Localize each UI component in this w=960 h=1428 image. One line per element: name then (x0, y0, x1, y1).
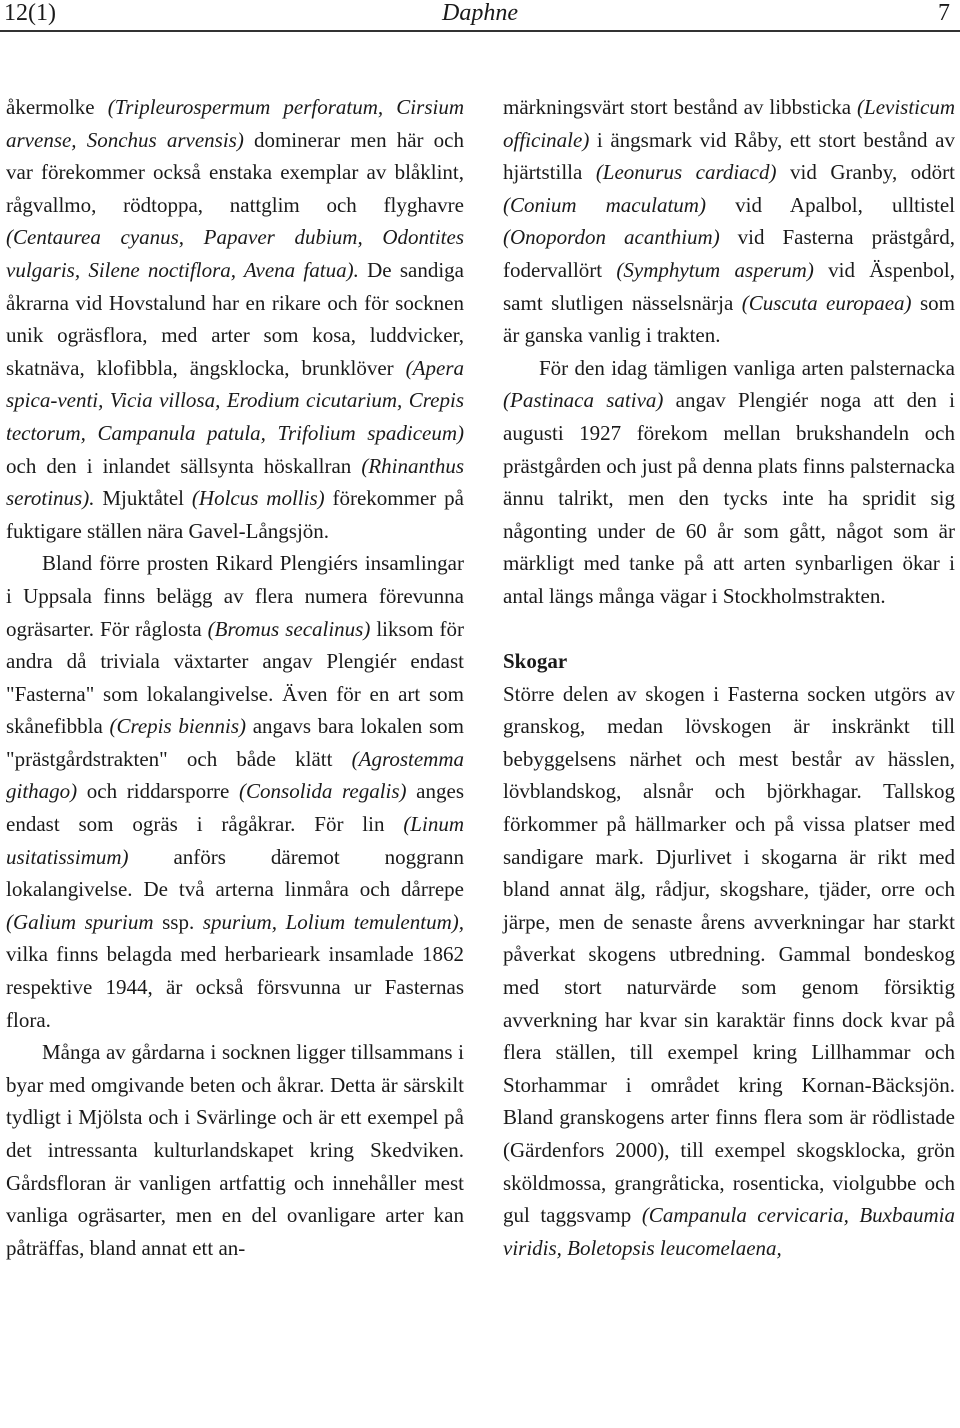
section-heading-skogar: Skogar (503, 649, 568, 674)
latin-name-text: (Centaurea cyanus, Papaver dubium, Odontites vulgaris, Silene noctiflora, Avena fatua). (6, 225, 464, 282)
body-text: i ängsmark vid Råby, ett stort bestånd av hjärtstilla (503, 127, 955, 185)
latin-name-text: (Holcus mollis) (191, 486, 325, 511)
body-text: dominerar men här och var förekommer också enstaka exemplar av blåklint, rågvallmo, rödtoppa, nattglim och flyghavre (6, 127, 464, 217)
body-text: förekommer på fuktigare ställen nära Gavel-Långsjön. (6, 486, 464, 543)
body-text: Bland förre prosten Rikard Plengiérs insamlingar i Uppsala finns belägg av flera numera förevunna ogräsarter. För råglosta (6, 551, 464, 641)
latin-name-text: (Symphytum asperum) (616, 257, 814, 282)
body-text: och den i inlandet sällsynta höskallran (6, 453, 362, 478)
journal-title: Daphne (442, 0, 518, 26)
body-text: åkermolke (6, 95, 108, 119)
body-text: vid Fasterna prästgård, fodervallört (503, 225, 955, 282)
body-text: anförs däremot noggrann lokalangivelse. De två arterna linmåra och dårrepe (6, 844, 464, 902)
latin-name-text: (Campanula cervicaria, Buxbaumia viridis, Boletopsis leucomelaena, (503, 1203, 955, 1260)
latin-name-text: (Consolida regalis) (239, 779, 407, 804)
paragraph-weeds (6, 91, 464, 547)
section-spacer (503, 613, 955, 646)
left-column (6, 91, 464, 1264)
body-text: Mjuktåtel (94, 486, 192, 511)
latin-name-text: (Rhinanthus serotinus). (6, 453, 464, 511)
running-header (0, 0, 960, 32)
latin-name-text: (Leonurus cardiacd) (595, 160, 777, 185)
body-text: liksom för andra då triviala växtarter angav Plengiér endast "Fasterna" som lokalangivelse. Även för en art som skånefibbla (6, 616, 464, 739)
latin-name-text: (Agrostemma githago) (6, 746, 464, 804)
body-text: som är ganska vanlig i trakten. (503, 290, 955, 348)
latin-name-text: (Levisticum officinale) (503, 95, 955, 152)
latin-name-text: (Conium maculatum) (503, 192, 706, 217)
body-text: vid Äspenbol, samt slutligen nässelsnärja (503, 257, 956, 315)
latin-name-text: (Galium spurium (6, 909, 154, 934)
body-text: De sandiga åkrarna vid Hovstalund har en rikare och för socknen unik ogräsflora, med arter som kosa, luddvicker, skatnäva, klofibbla, ängsklocka, brunklöver (6, 257, 464, 380)
body-text: angav Plengiér noga att den i augusti 1927 förekom mellan brukshandeln och prästgården och just på denna plats finns palsternacka ännu talrikt, men den tycks inte ha spridit sig någonting under de 60 år som gått, något som är märkligt med tanke på att arten synbarligen ökar i antal längs många vägar i Stockholmstrakten. (503, 388, 955, 608)
paragraph-garden-flora (503, 91, 955, 352)
body-text: vid Apalbol, ulltistel (705, 192, 955, 217)
body-text: För den idag tämligen vanliga arten palsternacka (539, 355, 955, 380)
latin-name-text: (Cuscuta europaea) (741, 290, 912, 315)
body-text: vid Granby, odört (776, 160, 956, 185)
latin-name-text: spurium, Lolium temulentum), (202, 909, 464, 934)
issue-number: 12(1) (4, 0, 56, 26)
paragraph-palsternacka (503, 352, 955, 613)
body-text: och riddarsporre (77, 779, 240, 804)
latin-name-text: (Bromus secalinus) (207, 616, 371, 641)
body-text: Större delen av skogen i Fasterna socken utgörs av granskog, medan lövskogen är inskränkt till bebyggelsens närhet och mest består av hässlen, lövblandskog, alsnår och björkhagar. Tallskog förkommer på hällmarker och på vissa platser med sandigare mark. Djurlivet i skogarna är rikt med bland annat älg, rådjur, skogshare, tjäder, orre och järpe, men de senaste årens avverkningar har starkt påverkat skogens utbredning. Gammal bondeskog med stort naturvärde som genom försiktig avverkning har kvar sin karaktär finns dock kvar på flera ställen, till exempel kring Lillhammar och Storhammar i området kring Kornan-Bäcksjön. Bland granskogens arter finns flera som är rödlistade (Gärdenfors 2000), till exempel skogsklocka, grön sköldmossa, grangråticka, rosenticka, violgubbe och gul taggsvamp (503, 681, 955, 1228)
body-text: märkningsvärt stort bestånd av libbsticka (503, 95, 858, 119)
body-text: ssp. (153, 909, 203, 934)
paragraph-farms (6, 1036, 464, 1264)
body-text: Många av gårdarna i socknen ligger tillsammans i byar med omgivande beten och åkrar. Detta är särskilt tydligt i Mjölsta och i Svärlinge och är ett exempel på det intressanta kulturlandskapet kring Skedviken. Gårdsfloran är vanligen artfattig och innehåller mest vanliga ogräsarter, men en del ovanligare arter kan påträffas, bland annat ett an- (6, 1040, 464, 1260)
latin-name-text: (Onopordon acanthium) (503, 225, 720, 250)
paragraph-forests (503, 678, 955, 1265)
latin-name-text: (Tripleurospermum perforatum, Cirsium arvense, Sonchus arvensis) (6, 95, 464, 152)
right-column (503, 91, 955, 1264)
page-number: 7 (938, 0, 950, 26)
body-text: anges endast som ogräs i rågåkrar. För lin (6, 779, 464, 837)
paragraph-plengier (6, 547, 464, 1036)
body-text: vilka finns belagda med herbarieark insamlade 1862 respektive 1944, är också försvunna ur Fasternas flora. (6, 942, 464, 1032)
latin-name-text: (Linum usitatissimum) (6, 812, 464, 869)
body-text: angavs bara lokalen som "prästgårdstrakten" och både klätt (6, 714, 464, 771)
latin-name-text: (Apera spica-venti, Vicia villosa, Erodium cicutarium, Crepis tectorum, Campanula patula, Trifolium spadiceum) (6, 355, 464, 445)
latin-name-text: (Crepis biennis) (109, 714, 247, 739)
latin-name-text: (Pastinaca sativa) (503, 388, 664, 413)
